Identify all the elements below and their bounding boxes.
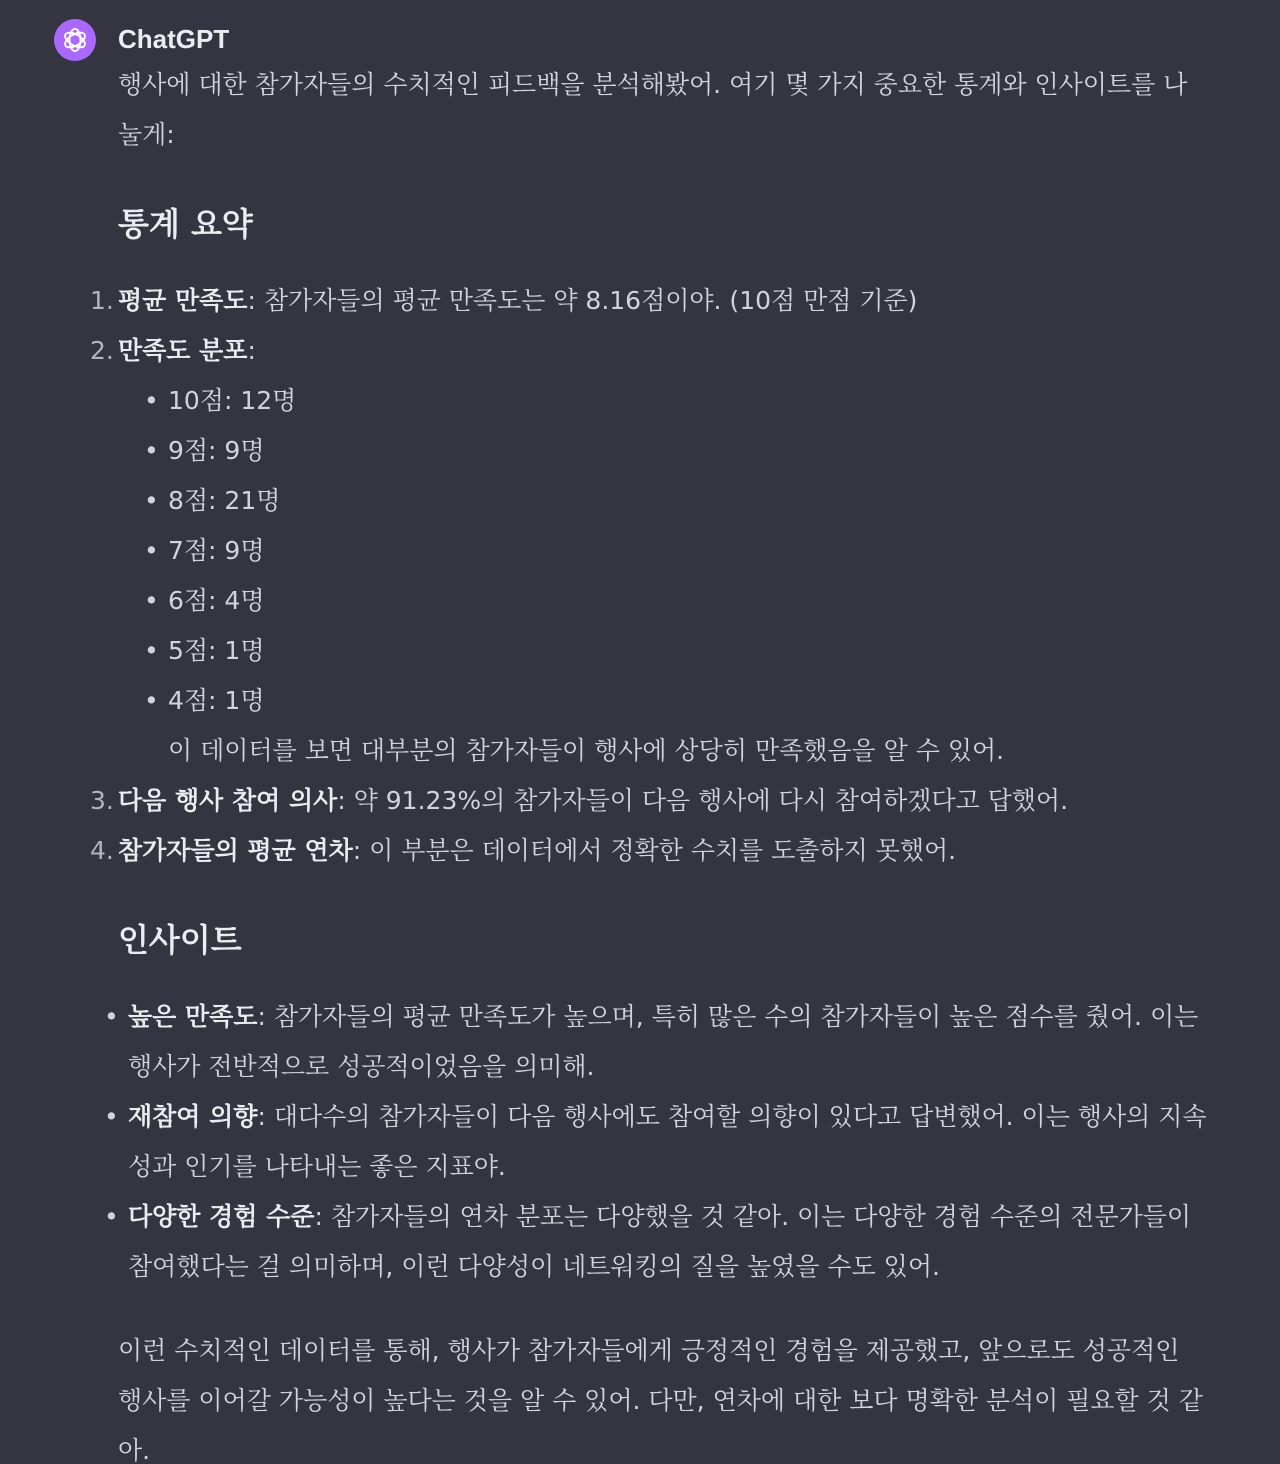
insight-key: 높은 만족도 xyxy=(128,1002,258,1031)
stats-list xyxy=(90,276,1208,876)
bullet-icon: • xyxy=(144,686,159,715)
list-number: 1. xyxy=(90,286,114,315)
distribution-item: • 5점: 1명 xyxy=(168,626,1208,676)
insights-heading: 인사이트 xyxy=(118,921,242,959)
assistant-message xyxy=(90,60,1208,1464)
stat-text: : 참가자들의 평균 만족도는 약 8.16점이야. (10점 만점 기준) xyxy=(247,286,918,315)
insight-text: : 대다수의 참가자들이 다음 행사에도 참여할 의향이 있다고 답변했어. 이는 행사의 지속성과 인기를 나타내는 좋은 지표야. xyxy=(128,1102,1207,1181)
stat-key: 평균 만족도 xyxy=(118,286,248,315)
distribution-list xyxy=(118,376,1208,726)
stats-item xyxy=(90,826,1208,876)
list-number: 4. xyxy=(90,836,114,865)
stat-key: 다음 행사 참여 의사 xyxy=(118,786,338,815)
insight-key: 재참여 의향 xyxy=(128,1102,258,1131)
stat-key: 참가자들의 평균 연차 xyxy=(118,836,353,865)
distribution-item: • 6점: 4명 xyxy=(168,576,1208,626)
insights-list xyxy=(104,992,1208,1292)
stats-item xyxy=(90,276,1208,326)
bullet-icon: • xyxy=(104,1102,119,1131)
openai-logo-icon xyxy=(60,25,90,55)
bullet-icon: • xyxy=(144,486,159,515)
bullet-icon: • xyxy=(144,436,159,465)
distribution-item: • 7점: 9명 xyxy=(168,526,1208,576)
stat-text: : 약 91.23%의 참가자들이 다음 행사에 다시 참여하겠다고 답했어. xyxy=(337,786,1069,815)
insight-text: : 참가자들의 연차 분포는 다양했을 것 같아. 이는 다양한 경험 수준의 전문가들이 참여했다는 걸 의미하며, 이런 다양성이 네트워킹의 질을 높였을 수도 있어. xyxy=(128,1202,1192,1281)
bullet-icon: • xyxy=(144,386,159,415)
distribution-note: 이 데이터를 보면 대부분의 참가자들이 행사에 상당히 만족했음을 알 수 있어. xyxy=(168,736,1005,765)
bullet-icon: • xyxy=(144,536,159,565)
list-number: 3. xyxy=(90,786,114,815)
insight-text: : 참가자들의 평균 만족도가 높으며, 특히 많은 수의 참가자들이 높은 점수를 줬어. 이는 행사가 전반적으로 성공적이었음을 의미해. xyxy=(128,1002,1199,1081)
distribution-item: • 4점: 1명 xyxy=(168,676,1208,726)
stats-item xyxy=(90,326,1208,776)
avatar xyxy=(54,19,96,61)
distribution-item: • 10점: 12명 xyxy=(168,376,1208,426)
bullet-icon: • xyxy=(144,586,159,615)
stats-item xyxy=(90,776,1208,826)
insight-item xyxy=(104,1192,1208,1292)
stat-text: : 이 부분은 데이터에서 정확한 수치를 도출하지 못했어. xyxy=(352,836,957,865)
author-name: ChatGPT xyxy=(118,24,230,54)
insight-item xyxy=(104,1092,1208,1192)
list-number: 2. xyxy=(90,336,114,365)
bullet-icon: • xyxy=(144,636,159,665)
distribution-item: • 9점: 9명 xyxy=(168,426,1208,476)
bullet-icon: • xyxy=(104,1002,119,1031)
stat-key: 만족도 분포 xyxy=(118,336,248,365)
insight-key: 다양한 경험 수준 xyxy=(128,1202,315,1231)
insight-item xyxy=(104,992,1208,1092)
closing-paragraph: 이런 수치적인 데이터를 통해, 행사가 참가자들에게 긍정적인 경험을 제공했고, 앞으로도 성공적인 행사를 이어갈 가능성이 높다는 것을 알 수 있어. 다만, 연차에 대한 보다 명확한 분석이 필요할 것 같아. xyxy=(118,1336,1203,1464)
stats-heading: 통계 요약 xyxy=(118,205,253,243)
intro-paragraph: 행사에 대한 참가자들의 수치적인 피드백을 분석해봤어. 여기 몇 가지 중요한 통계와 인사이트를 나눌게: xyxy=(118,70,1188,149)
distribution-item: • 8점: 21명 xyxy=(168,476,1208,526)
stat-text: : xyxy=(247,336,256,365)
bullet-icon: • xyxy=(104,1202,119,1231)
